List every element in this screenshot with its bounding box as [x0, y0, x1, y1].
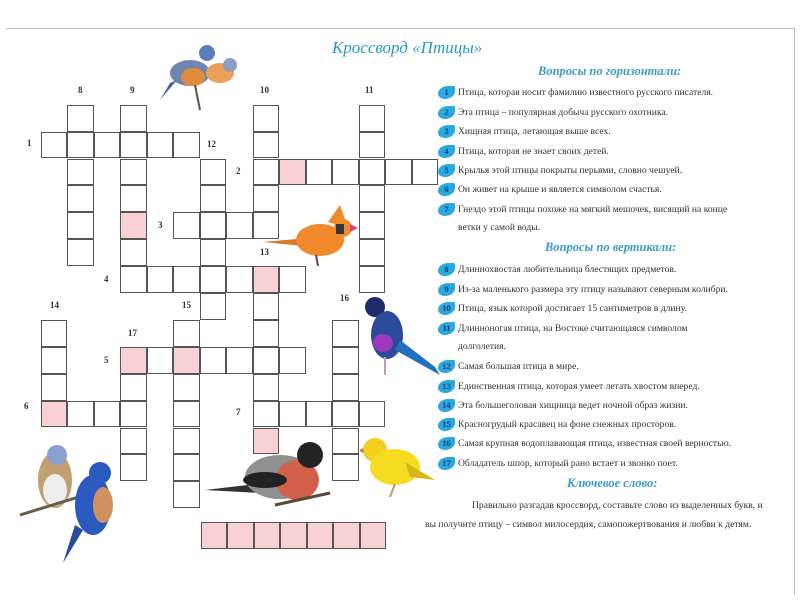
leaf-number-icon: 2: [438, 106, 455, 119]
letter-cell[interactable]: [173, 401, 200, 428]
letter-cell[interactable]: [200, 185, 227, 212]
letter-cell[interactable]: [94, 401, 121, 428]
letter-cell[interactable]: [41, 347, 68, 374]
clue-number-label: 1: [27, 138, 32, 148]
leaf-number-icon: 16: [438, 437, 455, 450]
clue-text: Эта большеголовая хищница ведет ночной образ жизни.: [458, 400, 688, 411]
letter-cell[interactable]: [332, 428, 359, 455]
clue-number-label: 5: [104, 355, 109, 365]
letter-cell[interactable]: [120, 239, 147, 266]
clue-item: [438, 360, 579, 373]
clue-number-label: 16: [340, 293, 349, 303]
letter-cell[interactable]: [67, 132, 94, 159]
letter-cell[interactable]: [412, 159, 439, 186]
clue-text: Красногрудый красавец на фоне снежных просторов.: [458, 419, 677, 430]
letter-cell[interactable]: [359, 401, 386, 428]
letter-cell[interactable]: [226, 347, 253, 374]
clue-number-label: 8: [78, 85, 83, 95]
clue-number-label: 15: [182, 300, 191, 310]
clue-item: [438, 145, 609, 158]
leaf-number-icon: 10: [438, 302, 455, 315]
down-heading: Вопросы по вертикали:: [545, 240, 677, 254]
letter-cell[interactable]: [41, 132, 68, 159]
letter-cell[interactable]: [226, 266, 253, 293]
letter-cell[interactable]: [147, 266, 174, 293]
letter-cell[interactable]: [120, 105, 147, 132]
letter-cell[interactable]: [67, 239, 94, 266]
letter-cell[interactable]: [173, 481, 200, 508]
clue-text-continued: ветки у самой воды.: [458, 222, 541, 233]
letter-cell[interactable]: [173, 454, 200, 481]
letter-cell[interactable]: [359, 212, 386, 239]
clue-item: [438, 437, 731, 450]
highlighted-letter-cell[interactable]: [41, 401, 68, 428]
leaf-number-icon: 12: [438, 360, 455, 373]
leaf-number-icon: 6: [438, 183, 455, 196]
clue-number-label: 10: [260, 85, 269, 95]
letter-cell[interactable]: [200, 266, 227, 293]
clue-item: [438, 86, 713, 99]
clue-number-label: 7: [236, 407, 241, 417]
letter-cell[interactable]: [120, 266, 147, 293]
clue-number-label: 6: [24, 401, 29, 411]
clue-item: [438, 125, 611, 138]
letter-cell[interactable]: [253, 132, 280, 159]
letter-cell[interactable]: [67, 401, 94, 428]
clue-text: Из-за маленького размера эту птицу называют северным колибри.: [458, 284, 728, 295]
letter-cell[interactable]: [173, 266, 200, 293]
clue-item: [438, 106, 668, 119]
bird-illustration-cardinal: [258, 200, 358, 270]
letter-cell[interactable]: [385, 159, 412, 186]
bird-illustration-canary: [360, 432, 435, 502]
leaf-number-icon: 17: [438, 457, 455, 470]
leaf-number-icon: 8: [438, 263, 455, 276]
clue-number-label: 17: [128, 328, 137, 338]
letter-cell[interactable]: [279, 266, 306, 293]
clue-text: Гнездо этой птицы похоже на мягкий мешочек, висящий на конце: [458, 204, 728, 215]
leaf-number-icon: 3: [438, 125, 455, 138]
highlighted-letter-cell[interactable]: [120, 347, 147, 374]
leaf-number-icon: 5: [438, 164, 455, 177]
bird-illustration-bluebirds-top: [155, 35, 245, 115]
letter-cell[interactable]: [173, 428, 200, 455]
letter-cell[interactable]: [173, 212, 200, 239]
letter-cell[interactable]: [67, 212, 94, 239]
letter-cell[interactable]: [120, 401, 147, 428]
letter-cell[interactable]: [253, 401, 280, 428]
clue-number-label: 2: [236, 166, 241, 176]
letter-cell[interactable]: [279, 401, 306, 428]
letter-cell[interactable]: [120, 159, 147, 186]
clue-text-continued: долголетия.: [458, 341, 506, 352]
keyword-instructions-line1: Правильно разгадав кроссворд, составьте слово из выделенных букв, и: [472, 500, 763, 511]
keyword-letter-cell[interactable]: [307, 522, 334, 549]
leaf-number-icon: 11: [438, 322, 455, 335]
bird-illustration-bullfinch: [205, 435, 335, 515]
clue-number-label: 14: [50, 300, 59, 310]
letter-cell[interactable]: [359, 105, 386, 132]
clue-item: [438, 263, 676, 276]
clue-text: Длиннохвостая любительница блестящих предметов.: [458, 264, 677, 275]
keyword-letter-cell[interactable]: [333, 522, 360, 549]
letter-cell[interactable]: [173, 374, 200, 401]
letter-cell[interactable]: [200, 159, 227, 186]
highlighted-letter-cell[interactable]: [173, 347, 200, 374]
page-title: Кроссворд «Птицы»: [332, 38, 483, 57]
clue-text: Обладатель шпор, который рано встает и звонко поет.: [458, 458, 678, 469]
clue-item: [438, 203, 727, 216]
letter-cell[interactable]: [67, 105, 94, 132]
leaf-number-icon: 1: [438, 86, 455, 99]
letter-cell[interactable]: [147, 132, 174, 159]
letter-cell[interactable]: [359, 132, 386, 159]
clue-item: [438, 283, 728, 296]
clue-text: Самая большая птица в мире.: [458, 361, 579, 372]
letter-cell[interactable]: [41, 374, 68, 401]
clue-number-label: 3: [158, 220, 163, 230]
clue-item: [438, 457, 678, 470]
keyword-letter-cell[interactable]: [201, 522, 228, 549]
letter-cell[interactable]: [253, 159, 280, 186]
bird-illustration-bluebirds-bottom: [15, 435, 125, 565]
clue-item: [438, 164, 682, 177]
across-heading: Вопросы по горизонтали:: [538, 64, 682, 78]
clue-text: Длинноногая птица, на Востоке считающаяся символом: [458, 323, 688, 334]
clue-number-label: 4: [104, 274, 109, 284]
clue-number-label: 11: [365, 85, 374, 95]
letter-cell[interactable]: [253, 320, 280, 347]
highlighted-letter-cell[interactable]: [253, 266, 280, 293]
letter-cell[interactable]: [173, 132, 200, 159]
letter-cell[interactable]: [253, 293, 280, 320]
keyword-heading: Ключевое слово:: [567, 476, 658, 490]
clue-text: Птица, которая не знает своих детей.: [458, 146, 609, 157]
letter-cell[interactable]: [332, 159, 359, 186]
letter-cell[interactable]: [41, 320, 68, 347]
clue-item: [438, 322, 688, 335]
keyword-instructions-line2: вы получите птицу – символ милосердия, самопожертвования и любви к детям.: [425, 519, 752, 530]
letter-cell[interactable]: [200, 239, 227, 266]
leaf-number-icon: 4: [438, 145, 455, 158]
keyword-letter-cell[interactable]: [280, 522, 307, 549]
leaf-number-icon: 15: [438, 418, 455, 431]
letter-cell[interactable]: [306, 159, 333, 186]
letter-cell[interactable]: [332, 401, 359, 428]
highlighted-letter-cell[interactable]: [120, 212, 147, 239]
clue-item: [438, 302, 687, 315]
bird-illustration-starling: [355, 295, 445, 380]
letter-cell[interactable]: [200, 212, 227, 239]
clue-text: Птица, которая носит фамилию известного русского писателя.: [458, 87, 714, 98]
clue-text: Он живет на крыше и является символом счастья.: [458, 184, 662, 195]
leaf-number-icon: 9: [438, 283, 455, 296]
clue-text: Эта птица – популярная добыча русского охотника.: [458, 107, 669, 118]
clue-number-label: 9: [130, 85, 135, 95]
clue-text: Самая крупная водоплавающая птица, известная своей верностью.: [458, 438, 732, 449]
clue-number-label: 13: [260, 247, 269, 257]
letter-cell[interactable]: [253, 105, 280, 132]
keyword-letter-cell[interactable]: [360, 522, 387, 549]
letter-cell[interactable]: [253, 374, 280, 401]
letter-cell[interactable]: [226, 212, 253, 239]
letter-cell[interactable]: [200, 293, 227, 320]
letter-cell[interactable]: [173, 320, 200, 347]
clue-number-label: 12: [207, 139, 216, 149]
letter-cell[interactable]: [253, 347, 280, 374]
keyword-letter-cell[interactable]: [254, 522, 281, 549]
letter-cell[interactable]: [120, 374, 147, 401]
leaf-number-icon: 7: [438, 203, 455, 216]
letter-cell[interactable]: [120, 132, 147, 159]
letter-cell[interactable]: [359, 239, 386, 266]
letter-cell[interactable]: [279, 347, 306, 374]
clue-item: [438, 399, 688, 412]
clue-text: Хищная птица, летающая выше всех.: [458, 126, 611, 137]
letter-cell[interactable]: [94, 132, 121, 159]
clue-text: Крылья этой птицы покрыты перьями, словно чешуей.: [458, 165, 683, 176]
clue-text: Единственная птица, которая умеет летать хвостом вперед.: [458, 381, 700, 392]
leaf-number-icon: 13: [438, 380, 455, 393]
leaf-number-icon: 14: [438, 399, 455, 412]
letter-cell[interactable]: [120, 185, 147, 212]
letter-cell[interactable]: [67, 185, 94, 212]
letter-cell[interactable]: [306, 401, 333, 428]
letter-cell[interactable]: [332, 454, 359, 481]
letter-cell[interactable]: [200, 347, 227, 374]
keyword-letter-cell[interactable]: [227, 522, 254, 549]
letter-cell[interactable]: [359, 266, 386, 293]
clue-item: [438, 380, 700, 393]
letter-cell[interactable]: [147, 347, 174, 374]
clue-item: [438, 183, 662, 196]
letter-cell[interactable]: [359, 159, 386, 186]
letter-cell[interactable]: [359, 185, 386, 212]
clue-text: Птица, язык которой достигает 15 сантиметров в длину.: [458, 303, 687, 314]
letter-cell[interactable]: [67, 159, 94, 186]
clue-item: [438, 418, 676, 431]
highlighted-letter-cell[interactable]: [279, 159, 306, 186]
